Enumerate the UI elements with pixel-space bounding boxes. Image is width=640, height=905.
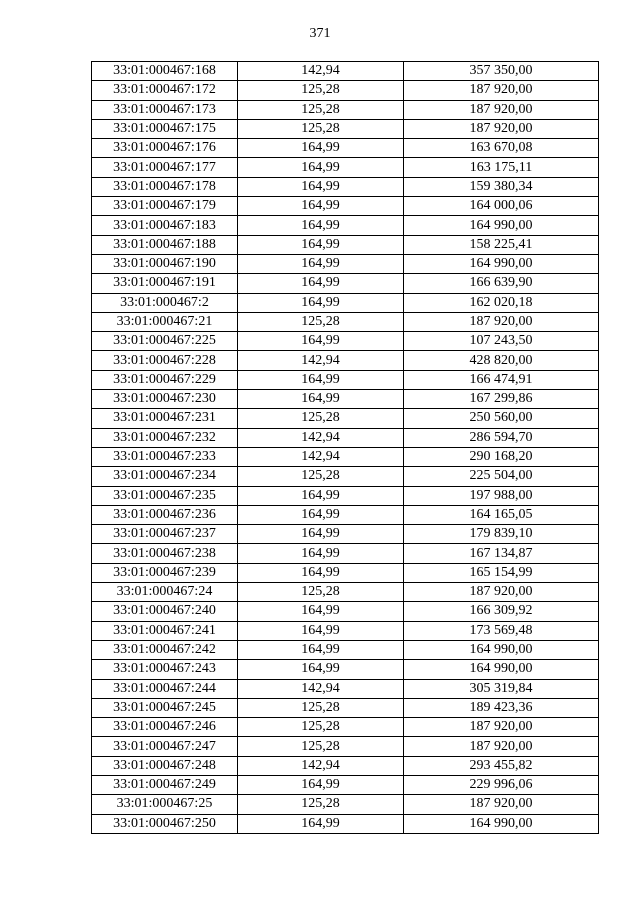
cadastral-number-cell: 33:01:000467:25 <box>92 795 238 814</box>
table-body <box>92 62 599 834</box>
cadastral-number-cell: 33:01:000467:245 <box>92 698 238 717</box>
value-cell: 187 920,00 <box>404 737 599 756</box>
area-cell: 164,99 <box>238 640 404 659</box>
table-row <box>92 158 599 177</box>
table-row <box>92 254 599 273</box>
cadastral-number-cell: 33:01:000467:24 <box>92 583 238 602</box>
value-cell: 225 504,00 <box>404 467 599 486</box>
value-cell: 164 990,00 <box>404 254 599 273</box>
value-cell: 158 225,41 <box>404 235 599 254</box>
table-row <box>92 640 599 659</box>
value-cell: 187 920,00 <box>404 119 599 138</box>
table-row <box>92 119 599 138</box>
table-row <box>92 235 599 254</box>
cadastral-number-cell: 33:01:000467:177 <box>92 158 238 177</box>
value-cell: 187 920,00 <box>404 718 599 737</box>
value-cell: 357 350,00 <box>404 62 599 81</box>
table-row <box>92 62 599 81</box>
value-cell: 164 990,00 <box>404 216 599 235</box>
area-cell: 164,99 <box>238 814 404 833</box>
value-cell: 107 243,50 <box>404 332 599 351</box>
cadastral-number-cell: 33:01:000467:2 <box>92 293 238 312</box>
table-row <box>92 525 599 544</box>
value-cell: 162 020,18 <box>404 293 599 312</box>
value-cell: 173 569,48 <box>404 621 599 640</box>
cadastral-number-cell: 33:01:000467:238 <box>92 544 238 563</box>
area-cell: 125,28 <box>238 100 404 119</box>
cadastral-number-cell: 33:01:000467:249 <box>92 775 238 794</box>
value-cell: 187 920,00 <box>404 81 599 100</box>
value-cell: 187 920,00 <box>404 312 599 331</box>
table-row <box>92 370 599 389</box>
area-cell: 164,99 <box>238 177 404 196</box>
area-cell: 164,99 <box>238 370 404 389</box>
cadastral-number-cell: 33:01:000467:228 <box>92 351 238 370</box>
cadastral-number-cell: 33:01:000467:250 <box>92 814 238 833</box>
value-cell: 164 990,00 <box>404 640 599 659</box>
table-row <box>92 197 599 216</box>
cadastral-number-cell: 33:01:000467:188 <box>92 235 238 254</box>
area-cell: 164,99 <box>238 293 404 312</box>
cadastral-number-cell: 33:01:000467:235 <box>92 486 238 505</box>
page-number: 371 <box>309 26 331 41</box>
area-cell: 142,94 <box>238 428 404 447</box>
cadastral-number-cell: 33:01:000467:234 <box>92 467 238 486</box>
value-cell: 164 990,00 <box>404 660 599 679</box>
area-cell: 164,99 <box>238 332 404 351</box>
area-cell: 164,99 <box>238 505 404 524</box>
value-cell: 167 299,86 <box>404 390 599 409</box>
value-cell: 189 423,36 <box>404 698 599 717</box>
area-cell: 164,99 <box>238 390 404 409</box>
value-cell: 428 820,00 <box>404 351 599 370</box>
value-cell: 305 319,84 <box>404 679 599 698</box>
area-cell: 125,28 <box>238 467 404 486</box>
cadastral-number-cell: 33:01:000467:191 <box>92 274 238 293</box>
value-cell: 164 990,00 <box>404 814 599 833</box>
value-cell: 290 168,20 <box>404 447 599 466</box>
cadastral-number-cell: 33:01:000467:168 <box>92 62 238 81</box>
cadastral-number-cell: 33:01:000467:178 <box>92 177 238 196</box>
table-row <box>92 216 599 235</box>
cadastral-number-cell: 33:01:000467:243 <box>92 660 238 679</box>
cadastral-number-cell: 33:01:000467:231 <box>92 409 238 428</box>
table-row <box>92 467 599 486</box>
cadastral-number-cell: 33:01:000467:232 <box>92 428 238 447</box>
value-cell: 166 309,92 <box>404 602 599 621</box>
table-row <box>92 274 599 293</box>
cadastral-number-cell: 33:01:000467:172 <box>92 81 238 100</box>
value-cell: 179 839,10 <box>404 525 599 544</box>
area-cell: 164,99 <box>238 660 404 679</box>
cadastral-number-cell: 33:01:000467:248 <box>92 756 238 775</box>
area-cell: 164,99 <box>238 602 404 621</box>
table-row <box>92 737 599 756</box>
table-row <box>92 447 599 466</box>
value-cell: 163 670,08 <box>404 139 599 158</box>
area-cell: 164,99 <box>238 235 404 254</box>
table-row <box>92 409 599 428</box>
area-cell: 164,99 <box>238 139 404 158</box>
area-cell: 142,94 <box>238 351 404 370</box>
area-cell: 164,99 <box>238 216 404 235</box>
area-cell: 125,28 <box>238 81 404 100</box>
value-cell: 166 474,91 <box>404 370 599 389</box>
area-cell: 164,99 <box>238 544 404 563</box>
area-cell: 164,99 <box>238 621 404 640</box>
table-row <box>92 756 599 775</box>
value-cell: 164 165,05 <box>404 505 599 524</box>
value-cell: 293 455,82 <box>404 756 599 775</box>
cadastral-number-cell: 33:01:000467:173 <box>92 100 238 119</box>
table-row <box>92 544 599 563</box>
cadastral-number-cell: 33:01:000467:239 <box>92 563 238 582</box>
table-row <box>92 139 599 158</box>
value-cell: 167 134,87 <box>404 544 599 563</box>
value-cell: 166 639,90 <box>404 274 599 293</box>
cadastral-number-cell: 33:01:000467:246 <box>92 718 238 737</box>
table-row <box>92 390 599 409</box>
table-row <box>92 775 599 794</box>
table-row <box>92 351 599 370</box>
area-cell: 125,28 <box>238 698 404 717</box>
area-cell: 142,94 <box>238 62 404 81</box>
value-cell: 163 175,11 <box>404 158 599 177</box>
cadastral-number-cell: 33:01:000467:183 <box>92 216 238 235</box>
area-cell: 164,99 <box>238 525 404 544</box>
value-cell: 250 560,00 <box>404 409 599 428</box>
table-row <box>92 621 599 640</box>
value-cell: 159 380,34 <box>404 177 599 196</box>
table-row <box>92 718 599 737</box>
area-cell: 164,99 <box>238 158 404 177</box>
table-row <box>92 428 599 447</box>
value-cell: 197 988,00 <box>404 486 599 505</box>
cadastral-number-cell: 33:01:000467:236 <box>92 505 238 524</box>
cadastral-number-cell: 33:01:000467:233 <box>92 447 238 466</box>
table-row <box>92 583 599 602</box>
table-row <box>92 679 599 698</box>
cadastral-value-table <box>91 61 599 834</box>
cadastral-number-cell: 33:01:000467:240 <box>92 602 238 621</box>
value-cell: 187 920,00 <box>404 795 599 814</box>
cadastral-number-cell: 33:01:000467:190 <box>92 254 238 273</box>
table-row <box>92 660 599 679</box>
area-cell: 125,28 <box>238 795 404 814</box>
area-cell: 142,94 <box>238 679 404 698</box>
cadastral-number-cell: 33:01:000467:179 <box>92 197 238 216</box>
value-cell: 187 920,00 <box>404 100 599 119</box>
value-cell: 165 154,99 <box>404 563 599 582</box>
table-row <box>92 563 599 582</box>
cadastral-number-cell: 33:01:000467:225 <box>92 332 238 351</box>
area-cell: 142,94 <box>238 447 404 466</box>
area-cell: 125,28 <box>238 583 404 602</box>
value-cell: 164 000,06 <box>404 197 599 216</box>
cadastral-number-cell: 33:01:000467:175 <box>92 119 238 138</box>
area-cell: 164,99 <box>238 274 404 293</box>
table-row <box>92 486 599 505</box>
area-cell: 164,99 <box>238 775 404 794</box>
area-cell: 125,28 <box>238 312 404 331</box>
table-row <box>92 100 599 119</box>
cadastral-number-cell: 33:01:000467:229 <box>92 370 238 389</box>
area-cell: 164,99 <box>238 254 404 273</box>
table-row <box>92 505 599 524</box>
cadastral-number-cell: 33:01:000467:176 <box>92 139 238 158</box>
cadastral-number-cell: 33:01:000467:247 <box>92 737 238 756</box>
area-cell: 164,99 <box>238 563 404 582</box>
table-row <box>92 293 599 312</box>
cadastral-number-cell: 33:01:000467:230 <box>92 390 238 409</box>
table-row <box>92 332 599 351</box>
cadastral-number-cell: 33:01:000467:242 <box>92 640 238 659</box>
table-row <box>92 81 599 100</box>
value-cell: 187 920,00 <box>404 583 599 602</box>
area-cell: 125,28 <box>238 409 404 428</box>
cadastral-number-cell: 33:01:000467:21 <box>92 312 238 331</box>
area-cell: 142,94 <box>238 756 404 775</box>
table-row <box>92 814 599 833</box>
area-cell: 164,99 <box>238 486 404 505</box>
table-row <box>92 698 599 717</box>
value-cell: 229 996,06 <box>404 775 599 794</box>
table-row <box>92 602 599 621</box>
area-cell: 125,28 <box>238 718 404 737</box>
area-cell: 164,99 <box>238 197 404 216</box>
cadastral-number-cell: 33:01:000467:237 <box>92 525 238 544</box>
area-cell: 125,28 <box>238 119 404 138</box>
area-cell: 125,28 <box>238 737 404 756</box>
cadastral-number-cell: 33:01:000467:241 <box>92 621 238 640</box>
value-cell: 286 594,70 <box>404 428 599 447</box>
table-row <box>92 312 599 331</box>
cadastral-number-cell: 33:01:000467:244 <box>92 679 238 698</box>
table-row <box>92 795 599 814</box>
table-row <box>92 177 599 196</box>
